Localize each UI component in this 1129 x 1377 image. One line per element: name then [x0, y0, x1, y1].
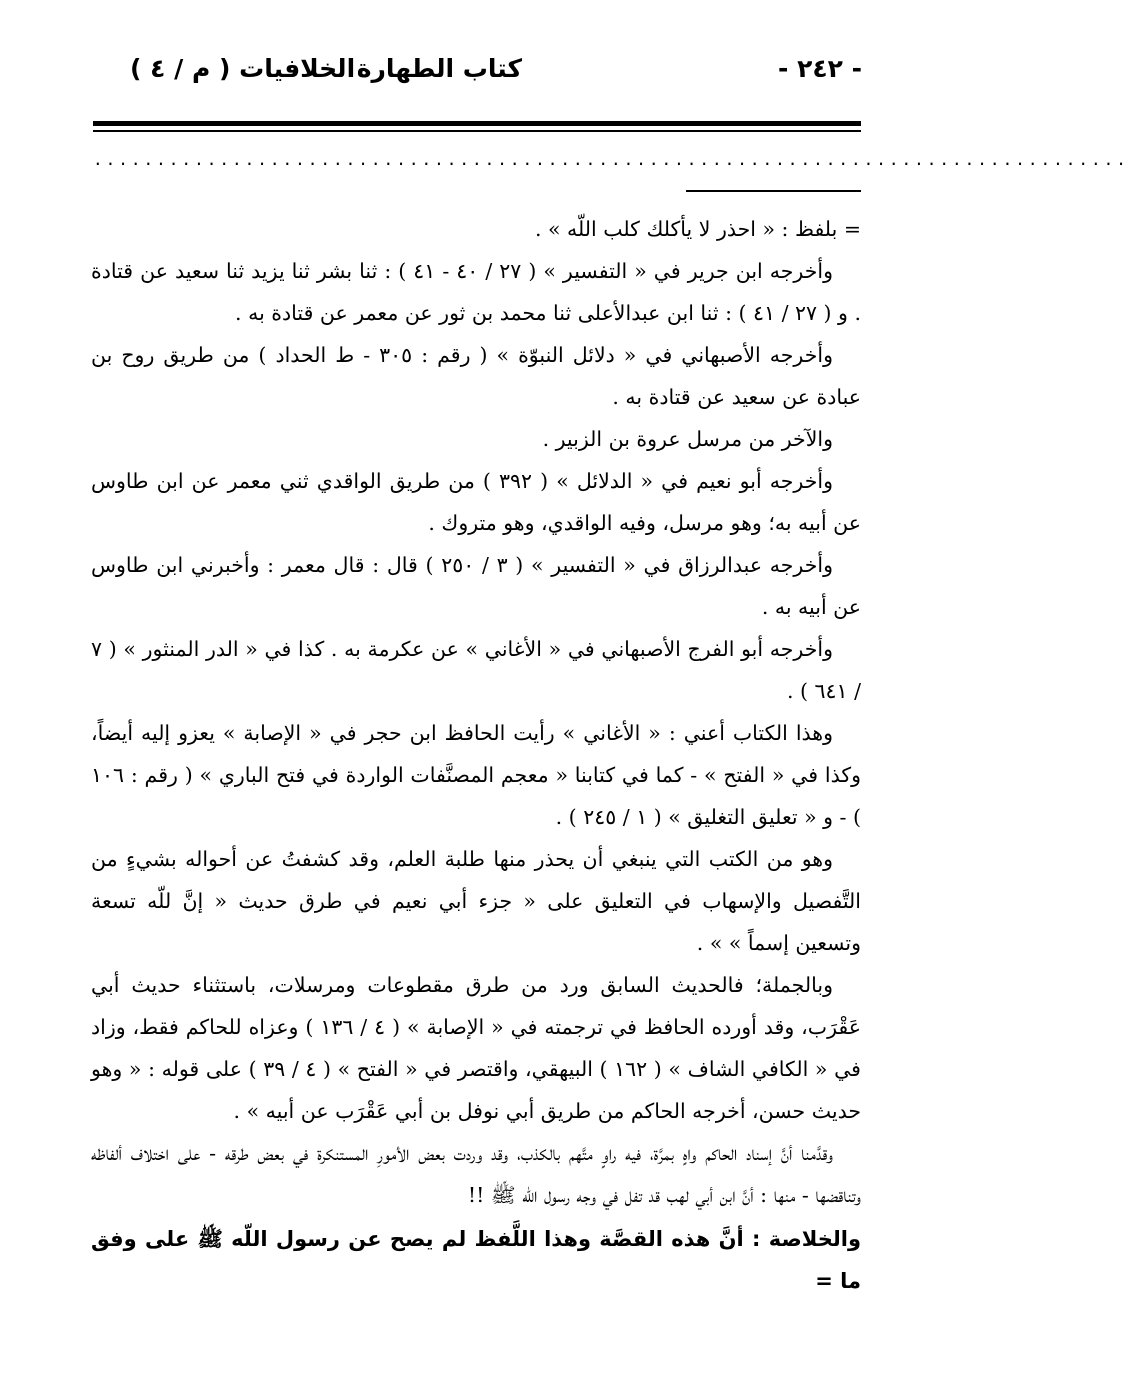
- paragraph: وأخرجه الأصبهاني في « دلائل النبوّة » ( رقم : ٣٠٥ - ط الحداد ) من طريق روح بن عبادة عن سعيد عن قتادة به .: [91, 343, 861, 409]
- paragraph: وهذا الكتاب أعني : « الأغاني » رأيت الحافظ ابن حجر في « الإصابة » يعزو إليه أيضاً، وكذا في « الفتح » - كما في كتابنا « معجم المصنَّفات الواردة في فتح الباري » ( رقم : ١٠٦ ) - و « تعليق التغليق » ( ١ / ٢٤٥ ) .: [91, 721, 861, 829]
- paragraph: وبالجملة؛ فالحديث السابق ورد من طرق مقطوعات ومرسلات، باستثناء حديث أبي عَقْرَب، وقد أورده الحافظ في ترجمته في « الإصابة » ( ٤ / ١٣٦ ) وعزاه للحاكم فقط، وزاد في « الكافي الشاف » ( ١٦٢ ) البيهقي، واقتصر في « الفتح » ( ٤ / ٣٩ ) على قوله : « وهو حديث حسن، أخرجه الحاكم من طريق أبي نوفل بن أبي عَقْرَب عن أبيه » .: [91, 973, 861, 1123]
- paragraph: وأخرجه عبدالرزاق في « التفسير » ( ٣ / ٢٥٠ ) قال : قال معمر : وأخبرني ابن طاوس عن أبيه به .: [91, 553, 861, 619]
- paragraph: وأخرجه أبو نعيم في « الدلائل » ( ٣٩٢ ) من طريق الواقدي ثني معمر عن ابن طاوس عن أبيه به؛ وهو مرسل، وفيه الواقدي، وهو متروك .: [91, 469, 861, 535]
- footnote-text: [91, 208, 861, 1302]
- section-title: الخلافيات ( م / ٤ ): [130, 54, 356, 83]
- header-rule-thick: [93, 121, 861, 126]
- page-header: [90, 52, 862, 96]
- paragraph: وهو من الكتب التي ينبغي أن يحذر منها طلبة العلم، وقد كشفتُ عن أحواله بشيءٍ من التَّفصيل والإسهاب في التعليق على « جزء أبي نعيم في طرق حديث « إنَّ للّه تسعة وتسعين إسماً » » .: [91, 847, 861, 955]
- paragraph: وأخرجه أبو الفرج الأصبهاني في « الأغاني » عن عكرمة به . كذا في « الدر المنثور » ( ٧ / ٦٤١ ) .: [91, 637, 861, 703]
- paragraph: وقدَّمنا أنَّ إسناد الحاكم واهٍ بمرَّة، فيه راوٍ متَّهم بالكذب، وقد وردت بعض الأمورِ المستنكرة في بعض طرقه - على اختلاف ألفاظه وتناقضها - منها : أنَّ ابن أبي لهب قد تفل في وجه رسول اللّه ﷺ !!: [91, 1141, 861, 1207]
- book-title: كتاب الطهارة: [356, 54, 522, 83]
- ellipsis-separator: ..................................................................................: [93, 150, 1129, 169]
- paragraph: والآخر من مرسل عروة بن الزبير .: [542, 427, 833, 451]
- footnote-rule: [686, 190, 861, 192]
- header-rule-thin: [93, 130, 861, 132]
- paragraph: وأخرجه ابن جرير في « التفسير » ( ٢٧ / ٤٠ - ٤١ ) : ثنا بشر ثنا يزيد ثنا سعيد عن قتادة . و ( ٢٧ / ٤١ ) : ثنا ابن عبدالأعلى ثنا محمد بن ثور عن معمر عن قتادة به .: [91, 259, 861, 325]
- paragraph: = بلفظ : « احذر لا يأكلك كلب اللّه » .: [534, 217, 861, 241]
- conclusion-paragraph: والخلاصة : أنَّ هذه القصَّة وهذا اللَّفظ لم يصح عن رسول اللّه ﷺ على وفق ما =: [91, 1227, 861, 1293]
- page-number: - ٢٤٢ -: [778, 54, 862, 83]
